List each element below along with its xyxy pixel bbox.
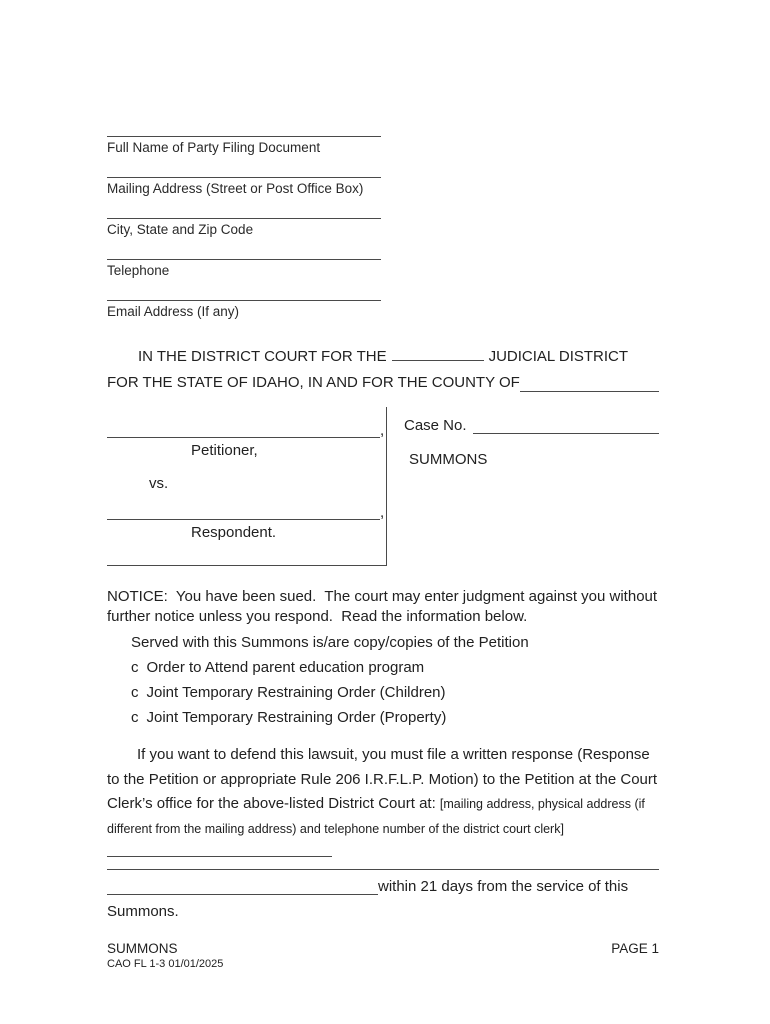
checkbox-marker[interactable]: c [131,659,139,676]
vs-label: vs. [149,475,169,492]
court-heading-line1 [107,348,659,366]
filer-name-blank[interactable] [107,123,381,137]
case-number-label: Case No. [404,417,467,434]
mailing-address-blank[interactable] [107,164,381,178]
footer-form-number: CAO FL 1-3 01/01/2025 [107,958,224,970]
case-number-row [404,417,659,434]
footer-page-number: PAGE 1 [611,941,659,956]
served-item-parent-education [107,660,659,676]
case-number-blank[interactable] [473,419,659,434]
judicial-district-blank[interactable] [392,348,484,361]
within-days-row [107,878,659,895]
document-content [107,0,662,920]
document-title: SUMMONS [409,451,488,468]
served-item-restraining-property [107,710,659,726]
served-item-restraining-children [107,685,659,701]
served-intro: Served with this Summons is/are copy/copies of the Petition [131,634,529,651]
filer-field-telephone [107,246,659,278]
court-heading-line1-prefix: IN THE DISTRICT COURT FOR THE [137,348,387,365]
court-heading-line2-prefix: FOR THE STATE OF IDAHO, IN AND FOR THE COUNTY OF [107,374,520,391]
petitioner-name-blank[interactable] [107,424,380,438]
filer-name-label: Full Name of Party Filing Document [107,140,321,155]
within-days-text: within 21 days from the service of this [378,877,629,895]
city-state-zip-blank[interactable] [107,205,381,219]
filer-field-mailing-address [107,164,659,196]
defend-bracket-text: [mailing address, physical address (if different from the mailing address) and telephone number of the district court clerk] [107,797,649,836]
footer-doc-name: SUMMONS [107,941,178,956]
county-blank[interactable] [520,377,659,392]
notice-paragraph: NOTICE: You have been sued. The court may enter judgment against you without further notice unless you respond. Read the information below. [107,588,662,625]
court-heading-line1-suffix: JUDICIAL DISTRICT [488,348,629,365]
page-footer [107,941,659,971]
respondent-name-row [107,506,386,520]
telephone-blank[interactable] [107,246,381,260]
respondent-label: Respondent. [191,524,277,541]
clerk-address-blank-3[interactable] [107,880,378,895]
filer-field-city-state-zip [107,205,659,237]
clerk-address-blank-1[interactable] [107,845,332,857]
email-blank[interactable] [107,287,381,301]
email-label: Email Address (If any) [107,304,240,319]
checkbox-marker[interactable]: c [131,709,139,726]
summons-closing-text: Summons. [107,902,179,920]
court-heading-line2 [107,374,659,392]
served-item-label: Joint Temporary Restraining Order (Children) [146,684,446,701]
defend-main-text: If you want to defend this lawsuit, you must file a written response (Response to the Petition or appropriate Rule 206 I.R.F.L.P. Motion) to the Petition at the Court Clerk’s office for the above-listed District Court at: [107,746,662,812]
served-item-label: Order to Attend parent education program [146,659,425,676]
respondent-comma: , [380,504,385,521]
respondent-name-blank[interactable] [107,506,380,520]
petitioner-label: Petitioner, [191,442,258,459]
caption-case-cell [387,407,659,566]
case-caption [107,407,659,566]
filer-field-name [107,123,659,155]
clerk-address-blank-2[interactable] [107,869,659,870]
checkbox-marker[interactable]: c [131,684,139,701]
petitioner-name-row [107,424,386,438]
telephone-label: Telephone [107,263,170,278]
caption-parties-cell [107,407,387,566]
served-item-label: Joint Temporary Restraining Order (Property) [146,709,447,726]
petitioner-comma: , [380,422,385,439]
filer-field-email [107,287,659,319]
footer-row [107,941,659,956]
city-state-zip-label: City, State and Zip Code [107,222,254,237]
mailing-address-label: Mailing Address (Street or Post Office Box) [107,181,364,196]
defend-paragraph [107,743,662,866]
